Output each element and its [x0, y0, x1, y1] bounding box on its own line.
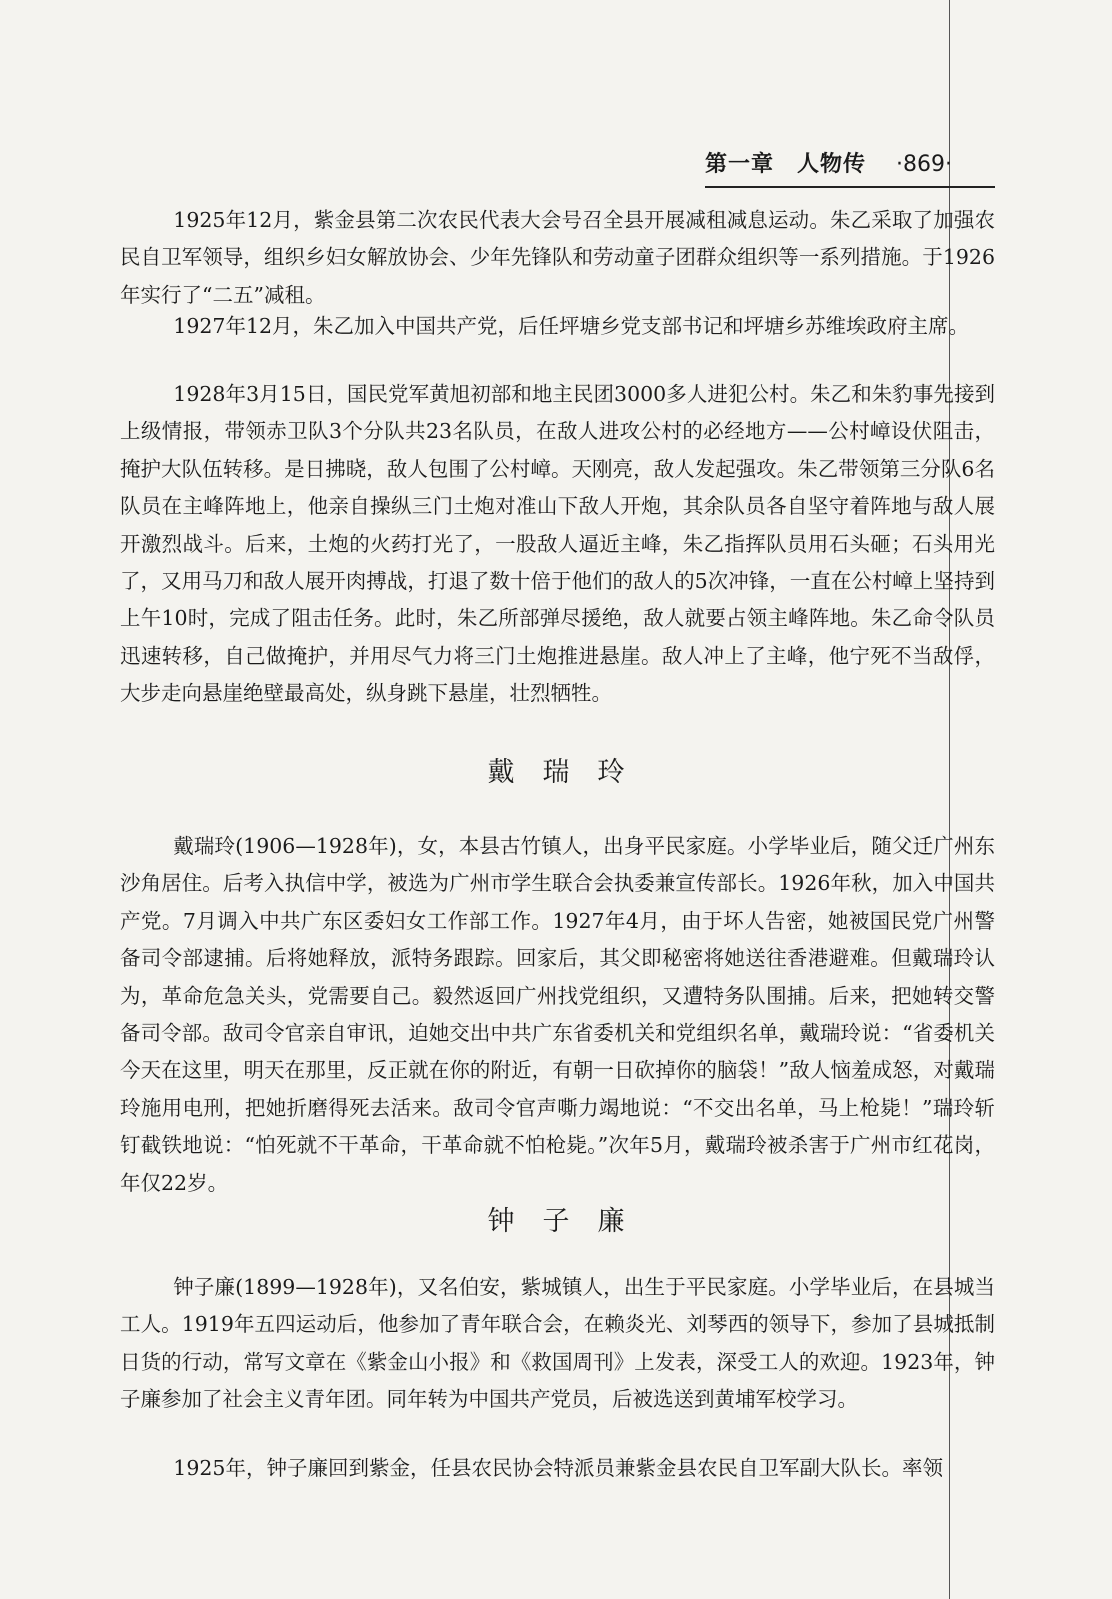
running-header [705, 150, 995, 188]
paragraph: 1928年3月15日，国民党军黄旭初部和地主民团3000多人进犯公村。朱乙和朱豹事先接到上级情报，带领赤卫队3个分队共23名队员，在敌人进攻公村的必经地方——公村嶂设伏阻击，掩护大队伍转移。是日拂晓，敌人包围了公村嶂。天刚亮，敌人发起强攻。朱乙带领第三分队6名队员在主峰阵地上，他亲自操纵三门土炮对准山下敌人开炮，其余队员各自坚守着阵地与敌人展开激烈战斗。后来，土炮的火药打光了，一股敌人逼近主峰，朱乙指挥队员用石头砸；石头用光了，又用马刀和敌人展开肉搏战，打退了数十倍于他们的敌人的5次冲锋，一直在公村嶂上坚持到上午10时，完成了阻击任务。此时，朱乙所部弹尽援绝，敌人就要占领主峰阵地。朱乙命令队员迅速转移，自己做掩护，并用尽气力将三门土炮推进悬崖。敌人冲上了主峰，他宁死不当敌俘，大步走向悬崖绝壁最高处，纵身跳下悬崖，壮烈牺牲。 [120, 382, 995, 706]
section-title: 戴瑞玲 [487, 757, 653, 788]
paragraph: 1925年12月，紫金县第二次农民代表大会号召全县开展减租减息运动。朱乙采取了加强农民自卫军领导，组织乡妇女解放协会、少年先锋队和劳动童子团群众组织等一系列措施。于1926年实行了“二五”减租。 [120, 208, 995, 307]
paragraph: 钟子廉(1899—1928年)，又名伯安，紫城镇人，出生于平民家庭。小学毕业后，在县城当工人。1919年五四运动后，他参加了青年联合会，在赖炎光、刘琴西的领导下，参加了县城抵制日货的行动，常写文章在《紫金山小报》和《救国周刊》上发表，深受工人的欢迎。1923年，钟子廉参加了社会主义青年团。同年转为中国共产党员，后被选送到黄埔军校学习。 [120, 1275, 995, 1412]
paragraph: 戴瑞玲(1906—1928年)，女，本县古竹镇人，出身平民家庭。小学毕业后，随父迁广州东沙角居住。后考入执信中学，被选为广州市学生联合会执委兼宣传部长。1926年秋，加入中国共产党。7月调入中共广东区委妇女工作部工作。1927年4月，由于坏人告密，她被国民党广州警备司令部逮捕。后将她释放，派特务跟踪。回家后，其父即秘密将她送往香港避难。但戴瑞玲认为，革命危急关头，党需要自己。毅然返回广州找党组织，又遭特务队围捕。后来，把她转交警备司令部。敌司令官亲自审讯，迫她交出中共广东省委机关和党组织名单，戴瑞玲说：“省委机关今天在这里，明天在那里，反正就在你的附近，有朝一日砍掉你的脑袋！”敌人恼羞成怒，对戴瑞玲施用电刑，把她折磨得死去活来。敌司令官声嘶力竭地说：“不交出名单，马上枪毙！”瑞玲斩钉截铁地说：“怕死就不干革命，干革命就不怕枪毙。”次年5月，戴瑞玲被杀害于广州市红花岗，年仅22岁。 [120, 834, 995, 1195]
chapter-title: 第一章 人物传 [705, 152, 867, 177]
section-title: 钟子廉 [487, 1206, 653, 1237]
page-number: ·869· [896, 152, 952, 177]
paragraph: 1927年12月，朱乙加入中国共产党，后任坪塘乡党支部书记和坪塘乡苏维埃政府主席。 [173, 314, 970, 338]
paragraph: 1925年，钟子廉回到紫金，任县农民协会特派员兼紫金县农民自卫军副大队长。率领 [173, 1456, 943, 1480]
